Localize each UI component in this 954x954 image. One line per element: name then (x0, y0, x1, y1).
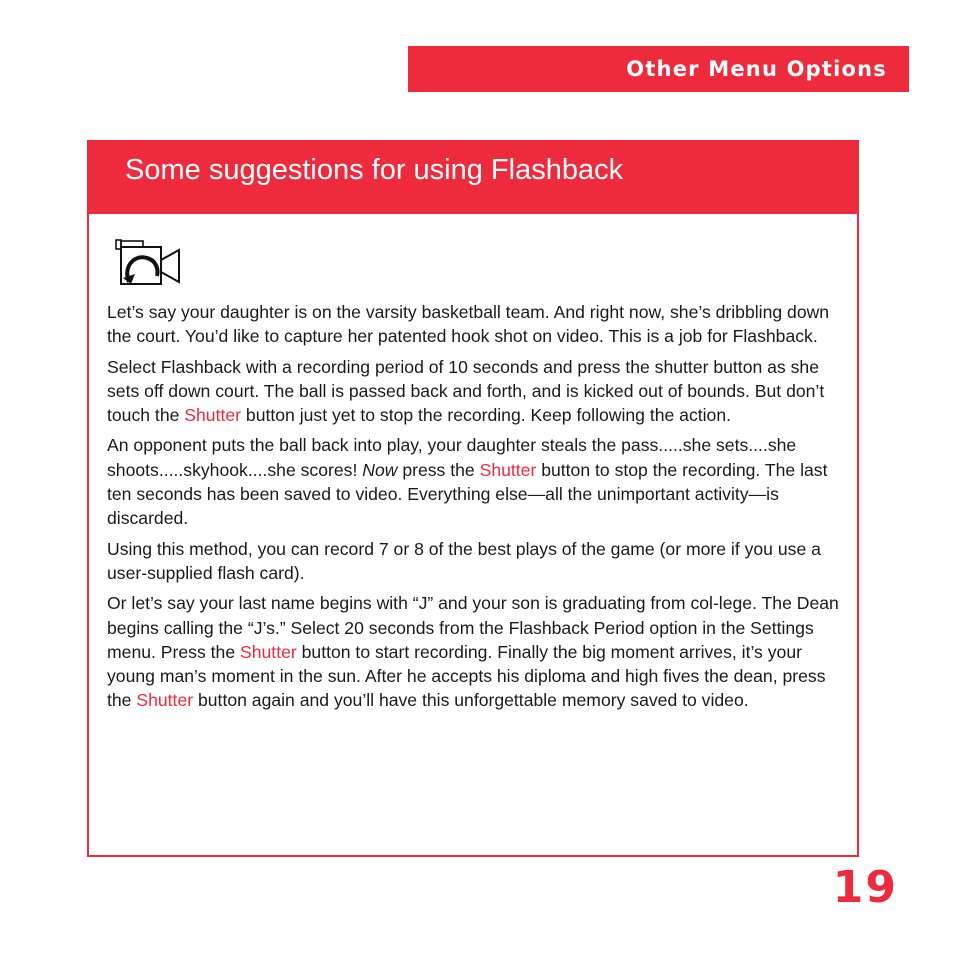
paragraph-text: Or let’s say your last name begins with “J” and your son is graduating from col-lege. The Dean begins calling the “J’s.” Select 20 seconds from the Flashback Period option in the Settings menu. Press the (107, 593, 839, 662)
paragraph-text: An opponent puts the ball back into play, your daughter steals the pass.....she sets....she shoots.....skyhook....she scores! (107, 435, 797, 480)
paragraph-text: button again and you’ll have this unforgettable memory saved to video. (193, 690, 749, 711)
paragraph-text: Using this method, you can record 7 or 8 of the best plays of the game (or more if you use a user-supplied flash card). (107, 538, 821, 583)
section-header-tab (408, 46, 909, 92)
body-paragraph (107, 433, 847, 530)
shutter-term: Shutter (184, 405, 242, 426)
emphasis-text: Now (362, 459, 398, 480)
body-paragraph (107, 355, 847, 428)
paragraph-text: button to stop the recording. The last ten seconds has been saved to video. Everything else—all the unimportant activity—is discarded. (107, 459, 828, 529)
paragraph-text: button just yet to stop the recording. Keep following the action. (241, 405, 732, 426)
section-title: Other Menu Options (626, 57, 887, 81)
box-title: Some suggestions for using Flashback (125, 153, 624, 186)
suggestions-box (87, 140, 859, 857)
body-paragraph (107, 537, 847, 586)
body-paragraph (107, 300, 847, 349)
paragraph-text: button to start recording. Finally the big moment arrives, it’s your young man’s moment in the sun. After he accepts his diploma and high fives the dean, press the (107, 641, 826, 711)
paragraph-text: Let’s say your daughter is on the varsity basketball team. And right now, she’s dribbling down the court. You’d like to capture her patented hook shot on video. This is a job for Flashback. (107, 302, 830, 347)
shutter-term: Shutter (479, 459, 537, 480)
page-number: 19 (832, 862, 898, 913)
shutter-term: Shutter (136, 690, 194, 711)
box-title-bar (89, 142, 857, 214)
paragraph-text: Select Flashback with a recording period of 10 seconds and press the shutter button as she sets off down court. The ball is passed back and forth, and is kicked out of bounds. But don’t touch the (107, 356, 825, 426)
shutter-term: Shutter (240, 641, 297, 662)
body-text (107, 300, 847, 719)
body-paragraph (107, 591, 847, 712)
paragraph-text: press the (397, 459, 480, 480)
flashback-camera-icon (115, 238, 181, 288)
